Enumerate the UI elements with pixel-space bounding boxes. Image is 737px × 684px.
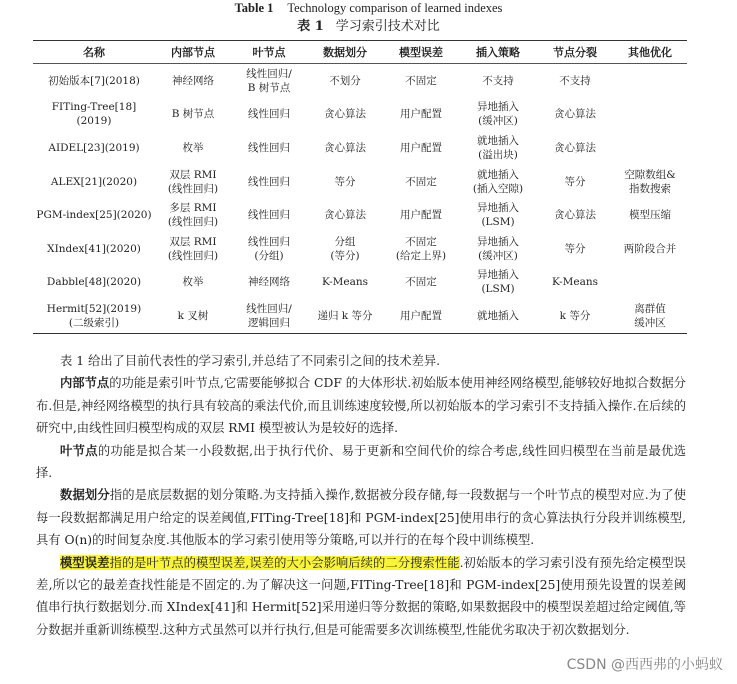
table-caption-chinese — [0, 18, 737, 36]
table-cell: 枚举 — [182, 276, 204, 289]
table-cell: 双层 RMI (线性回归) — [167, 235, 219, 262]
table-cell: 异地插入 (LSM) — [477, 202, 519, 229]
paragraph-intro: 表 1 给出了目前代表性的学习索引,并总结了不同索引之间的技术差异. — [60, 354, 441, 368]
table-label-zh: 表 1 — [297, 19, 324, 34]
table-cell: 枚举 — [182, 141, 204, 154]
column-header: 名称 — [33, 41, 155, 64]
table-row — [33, 232, 687, 266]
table-cell: 不支持 — [559, 74, 591, 87]
table-cell: 贪心算法 — [324, 209, 366, 222]
table-cell: 神经网络 — [248, 276, 290, 289]
table-cell — [613, 131, 687, 165]
table-cell: 等分 — [334, 175, 356, 188]
leaf-node-text: 的功能是拟合某一小段数据,出于执行代价、易于更新和空间代价的综合考虑,线性回归模型在当前是最优选择. — [36, 443, 686, 481]
table-cell: 双层 RMI (线性回归) — [167, 168, 219, 195]
table-cell: K-Means — [321, 276, 368, 289]
model-error-highlight: 指的是叶节点的模型误差,误差的大小会影响后续的二分搜索性能 — [109, 555, 460, 570]
paragraph-internal-node — [36, 372, 686, 439]
table-cell: 用户配置 — [400, 108, 442, 121]
table-row — [33, 64, 687, 98]
table-cell: FITing-Tree[18](2019) — [51, 101, 137, 128]
comparison-table — [33, 40, 687, 334]
table-cell — [613, 64, 687, 98]
watermark: CSDN @西西弗的小蚂蚁 — [566, 657, 723, 673]
term-data-partition: 数据划分 — [60, 487, 110, 503]
column-header: 其他优化 — [613, 41, 687, 64]
paragraph-leaf-node — [36, 440, 686, 485]
body-text — [36, 350, 686, 641]
internal-node-text: 的功能是索引叶节点,它需要能够拟合 CDF 的大体形状.初始版本使用神经网络模型,能够较好地拟合数据分布.但是,神经网络模型的执行具有较高的乘法代价,而且训练速度较慢,所以初始版本的学习索引不支持插入操作.在后续的研究中,由线性回归模型构成的双层 RMI 模型被认为是较好的选择. — [36, 376, 686, 436]
paragraph-data-partition — [36, 484, 686, 551]
table-cell: XIndex[41](2020) — [47, 242, 141, 255]
table-cell: 用户配置 — [400, 141, 442, 154]
table-cell: 模型压缩 — [629, 209, 671, 222]
table-cell: 就地插入 — [459, 299, 537, 333]
table-caption-english — [0, 0, 737, 16]
term-leaf-node: 叶节点 — [60, 442, 98, 458]
table-cell: 贪心算法 — [554, 108, 596, 121]
table-cell: 线性回归 — [248, 209, 290, 222]
table-cell: 用户配置 — [383, 299, 459, 333]
table-cell: 线性回归/ 逻辑回归 — [231, 299, 307, 333]
table-row — [33, 299, 687, 333]
table-cell: 不划分 — [329, 74, 361, 87]
table-cell: 等分 — [564, 242, 586, 255]
table-cell: 用户配置 — [400, 209, 442, 222]
table-cell: 贪心算法 — [554, 209, 596, 222]
table-label-en: Table 1 — [234, 1, 274, 15]
table-cell: 线性回归 — [248, 141, 290, 154]
table-cell — [613, 98, 687, 132]
table-cell — [613, 266, 687, 300]
table-cell: 线性回归 (分组) — [248, 235, 290, 262]
table-cell: 两阶段合并 — [623, 242, 677, 255]
table-cell: 异地插入 (缓冲区) — [477, 235, 519, 262]
term-model-error: 模型误差 — [60, 554, 110, 570]
table-cell: k 等分 — [537, 299, 613, 333]
table-cell: 就地插入 (插入空隙) — [472, 168, 524, 195]
table-cell: ALEX[21](2020) — [50, 175, 138, 188]
table-cell: 贪心算法 — [324, 108, 366, 121]
table-cell: Hermit[52](2019) (二级索引) — [33, 299, 155, 333]
paragraph-model-error — [36, 552, 686, 642]
table-row — [33, 198, 687, 232]
table-cell: 不固定 (给定上界) — [395, 235, 447, 262]
table-header-row — [33, 41, 687, 64]
table-cell: 线性回归 — [248, 108, 290, 121]
column-header: 数据划分 — [307, 41, 383, 64]
table-cell: 空隙数组& 指数搜索 — [624, 168, 676, 195]
table-cell: 线性回归/ B 树节点 — [246, 67, 292, 94]
table-row — [33, 165, 687, 199]
table-cell: 贪心算法 — [554, 141, 596, 154]
table-row — [33, 266, 687, 300]
table-cell: PGM-index[25](2020) — [36, 209, 152, 222]
term-internal-node: 内部节点 — [60, 375, 110, 391]
table-cell: Dabble[48](2020) — [46, 276, 142, 289]
table-cell: 异地插入 (LSM) — [477, 269, 519, 296]
table-row — [33, 98, 687, 132]
table-cell: 多层 RMI (线性回归) — [167, 202, 219, 229]
table-cell: B 树节点 — [171, 108, 215, 121]
column-header: 内部节点 — [155, 41, 231, 64]
table-cell: 线性回归 — [248, 175, 290, 188]
data-partition-text: 指的是底层数据的划分策略.为支持插入操作,数据被分段存储,每一段数据与一个叶节点的模型对应.为了使每一段数据都满足用户给定的误差阈值,FITing-Tree[18]和 PGM-index[25]使用串行的贪心算法执行分段并训练模型,具有 O(n)的时间复杂度.其他版本的学习索引使用等分策略,可以并行的在每个段中训练模型. — [36, 488, 686, 548]
table-cell: 贪心算法 — [324, 141, 366, 154]
table-cell: 等分 — [564, 175, 586, 188]
table-row — [33, 131, 687, 165]
table-cell: 分组 (等分) — [330, 235, 360, 262]
table-cell: 就地插入 (溢出块) — [477, 134, 519, 161]
table-cell: 神经网络 — [172, 74, 214, 87]
table-cell: 不固定 — [405, 74, 437, 87]
model-error-text: .初始版本的学习索引没有预先给定模型误差,所以它的最差查找性能是不固定的.为了解决这一问题,FITing-Tree[18]和 PGM-index[25]使用预先设置的误差阈值串行执行数据划分.而 XIndex[41]和 Hermit[52]采用递归等分数据的策略,如果数据段中的模型误差超过给定阈值,等分数据并重新训练模型.这种方式虽然可以并行执行,但是可能需要多次训练模型,性能优劣取决于初次数据划分. — [36, 555, 686, 637]
table-cell: 离群值 缓冲区 — [613, 299, 687, 333]
table-cell: 递归 k 等分 — [307, 299, 383, 333]
table-cell: AIDEL[23](2019) — [48, 141, 140, 154]
table-body — [33, 64, 687, 334]
table-title-zh: 学习索引技术对比 — [335, 19, 440, 34]
table-cell: 异地插入 (缓冲区) — [477, 101, 519, 128]
column-header: 节点分裂 — [537, 41, 613, 64]
table-title-en: Technology comparison of learned indexes — [287, 1, 503, 15]
table-cell: 不固定 — [405, 175, 437, 188]
table-cell: K-Means — [551, 276, 598, 289]
column-header: 插入策略 — [459, 41, 537, 64]
table-cell: 不固定 — [405, 276, 437, 289]
table-cell: 不支持 — [482, 74, 514, 87]
table-cell: k 叉树 — [155, 299, 231, 333]
table-cell: 初始版本[7](2018) — [48, 74, 140, 87]
column-header: 叶节点 — [231, 41, 307, 64]
column-header: 模型误差 — [383, 41, 459, 64]
